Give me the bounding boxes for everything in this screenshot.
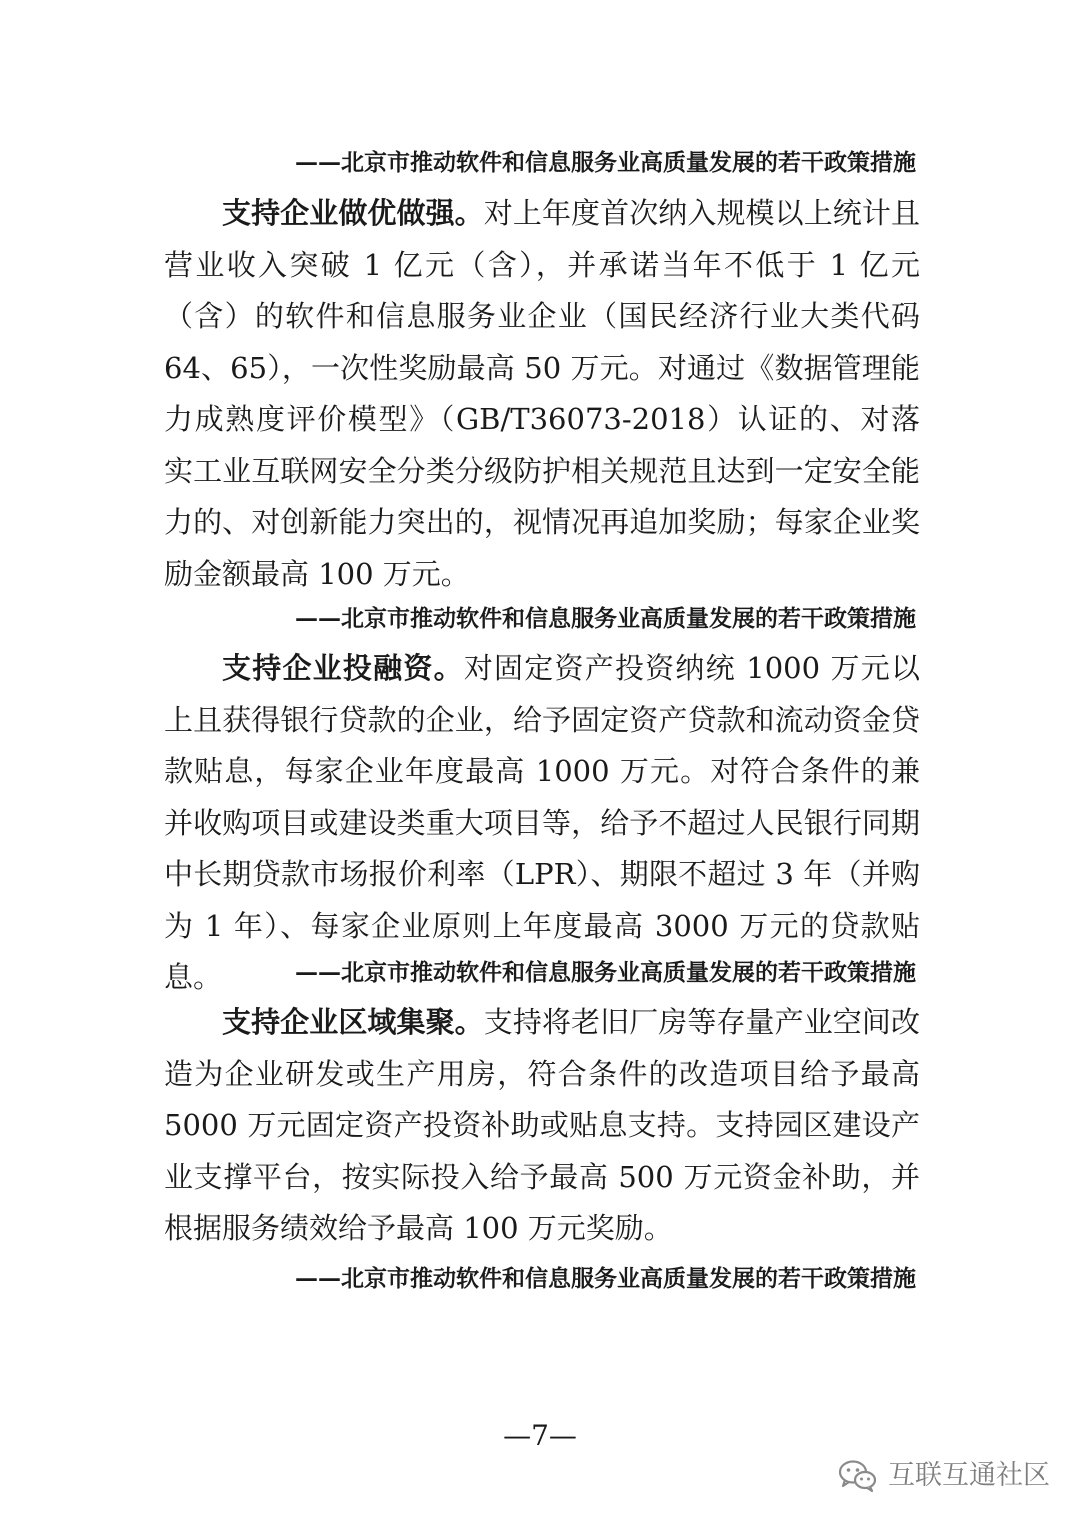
paragraph-body: 支持将老旧厂房等存量产业空间改造为企业研发或生产用房，符合条件的改造项目给予最高 5000 万元固定资产投资补助或贴息支持。支持园区建设产业支撑平台，按实际投入给予最高 500 万元资金补助，并根据服务绩效给予最高 100 万元奖励。	[164, 1005, 920, 1245]
paragraph-body: 对上年度首次纳入规模以上统计且营业收入突破 1 亿元（含），并承诺当年不低于 1 亿元（含）的软件和信息服务业企业（国民经济行业大类代码 64、65），一次性奖励最高 50 万元。对通过《数据管理能力成熟度评价模型》（GB/T36073-2018）认证的、对落实工业互联网安全分类分级防护相关规范且达到一定安全能力的、对创新能力突出的，视情况再追加奖励；每家企业奖励金额最高 100 万元。	[164, 196, 920, 591]
paragraph-strengthen-enterprises	[164, 188, 920, 600]
source-citation: ——北京市推动软件和信息服务业高质量发展的若干政策措施	[295, 959, 916, 986]
paragraph-investment-financing	[164, 643, 920, 1004]
page-number: —7—	[503, 1419, 577, 1452]
paragraph-regional-clustering	[164, 997, 920, 1255]
watermark-text: 互联互通社区	[888, 1460, 1050, 1491]
paragraph-lead: 支持企业做优做强。	[222, 196, 484, 230]
source-citation: ——北京市推动软件和信息服务业高质量发展的若干政策措施	[295, 149, 916, 176]
source-citation: ——北京市推动软件和信息服务业高质量发展的若干政策措施	[295, 1265, 916, 1292]
watermark	[838, 1456, 1050, 1496]
paragraph-lead: 支持企业投融资。	[222, 651, 464, 685]
source-citation: ——北京市推动软件和信息服务业高质量发展的若干政策措施	[295, 605, 916, 632]
paragraph-lead: 支持企业区域集聚。	[222, 1005, 484, 1039]
wechat-icon	[838, 1459, 878, 1493]
paragraph-body: 对固定资产投资纳统 1000 万元以上且获得银行贷款的企业，给予固定资产贷款和流动资金贷款贴息，每家企业年度最高 1000 万元。对符合条件的兼并收购项目或建设类重大项目等，给予不超过人民银行同期中长期贷款市场报价利率（LPR）、期限不超过 3 年（并购为 1 年）、每家企业原则上年度最高 3000 万元的贷款贴息。	[164, 651, 920, 994]
